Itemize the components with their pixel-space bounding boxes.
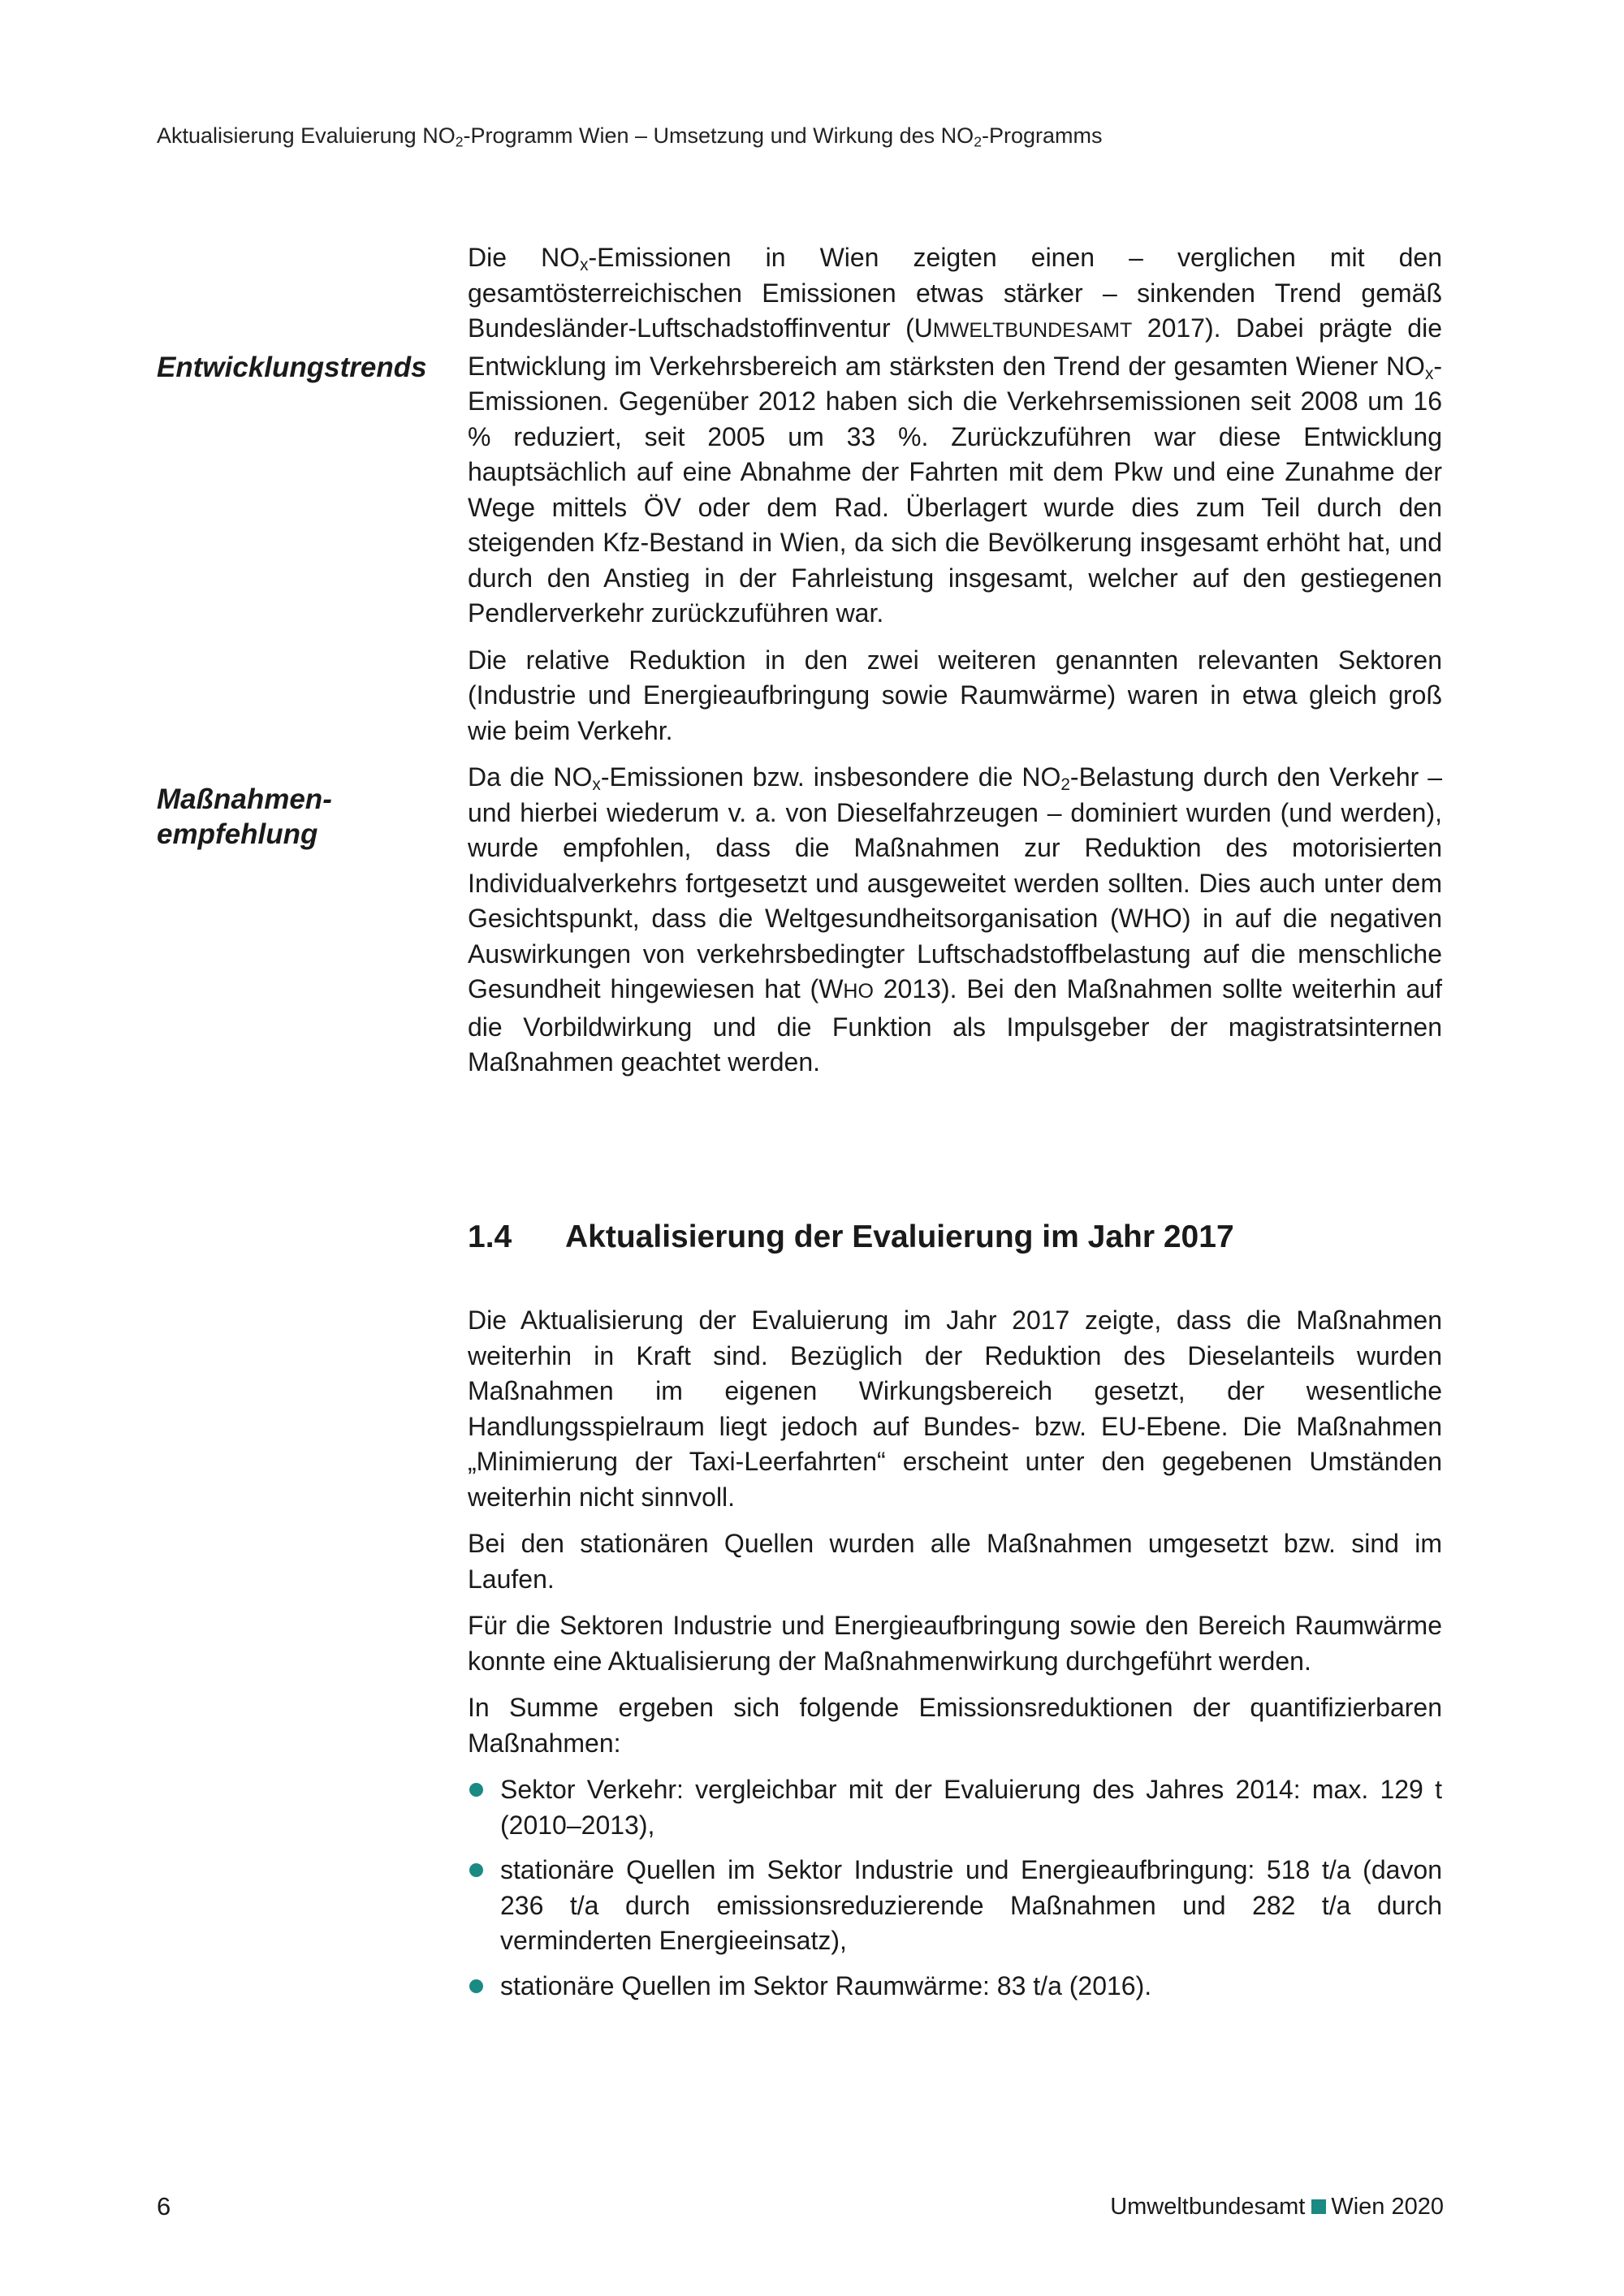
bullet-icon (469, 1863, 483, 1877)
body-upper (468, 240, 1442, 1092)
section-heading (468, 1219, 1234, 1255)
paragraph-trends: Die $NO_x$-Emissionen in Wien zeigten einen – verglichen mit den gesamtösterreichischen Emissionen etwas stärker – sinkenden Trend gemäß Bundesländer-Luftschadstoffinventur (UMWELTBUNDESAMT 2017). Dabei prägte die Entwicklung im Verkehrsbereich am stärksten den Trend der gesamten Wiener $NO_x$-Emissionen. Gegenüber 2012 haben sich die Verkehrsemissionen seit 2008 um 16 % reduziert, seit 2005 um 33 %. Zurückzuführen war diese Entwicklung hauptsächlich auf eine Abnahme der Fahrten mit dem Pkw und eine Zunahme der Wege mittels ÖV oder dem Rad. Überlagert wurde dies zum Teil durch den steigenden Kfz-Bestand in Wien, da sich die Bevölkerung insgesamt erhöht hat, und durch den Anstieg in der Fahrleistung insgesamt, welcher auf den gestiegenen Pendlerverkehr zurückzuführen war. (468, 243, 1443, 628)
list-item: Sektor Verkehr: vergleichbar mit der Evaluierung des Jahres 2014: max. 129 t (2010–2013), (468, 1772, 1442, 1843)
list-item: stationäre Quellen im Sektor Industrie und Energieaufbringung: 518 t/a (davon 236 t/a durch emissionsreduzierende Maßnahmen und 282 t/a durch verminderten Energieeinsatz), (468, 1853, 1442, 1959)
section-title: Aktualisierung der Evaluierung im Jahr 2017 (565, 1219, 1234, 1254)
margin-note-recommendation-line1: Maßnahmen- (157, 783, 332, 815)
paragraph-sectors: Die relative Reduktion in den zwei weiteren genannten relevanten Sektoren (Industrie und Energieaufbringung sowie Raumwärme) waren in etwa gleich groß wie beim Verkehr. (468, 645, 1442, 745)
reduction-list (468, 1772, 1442, 2004)
bullet-icon (469, 1783, 483, 1797)
paragraph-sum: In Summe ergeben sich folgende Emissionsreduktionen der quantifizierbaren Maßnahmen: (468, 1693, 1442, 1758)
footer-publisher: Umweltbundesamt Wien 2020 (1110, 2194, 1444, 2220)
paragraph-stationary: Bei den stationären Quellen wurden alle Maßnahmen umgesetzt bzw. sind im Laufen. (468, 1529, 1442, 1594)
square-icon (1311, 2199, 1326, 2214)
section-number: 1.4 (468, 1219, 512, 1254)
list-item: stationäre Quellen im Sektor Raumwärme: 83 t/a (2016). (468, 1969, 1442, 2005)
body-lower (468, 1303, 1442, 2013)
paragraph-update: Die Aktualisierung der Evaluierung im Jahr 2017 zeigte, dass die Maßnahmen weiterhin in Kraft sind. Bezüglich der Reduktion des Dieselanteils wurden Maßnahmen im eigenen Wirkungsbereich gesetzt, der wesentliche Handlungsspielraum liegt jedoch auf Bundes- bzw. EU-Ebene. Die Maßnahmen „Minimierung der Taxi-Leerfahrten“ erscheint unter den gegebenen Umständen weiterhin nicht sinnvoll. (468, 1306, 1442, 1512)
page-number: 6 (157, 2192, 171, 2220)
margin-note-trends: Entwicklungstrends (157, 352, 427, 383)
margin-note-recommendation (157, 782, 433, 852)
bullet-icon (469, 1979, 483, 1993)
margin-note-recommendation-line2: empfehlung (157, 818, 318, 850)
paragraph-industry: Für die Sektoren Industrie und Energieaufbringung sowie den Bereich Raumwärme konnte eine Aktualisierung der Maßnahmenwirkung durchgeführt werden. (468, 1611, 1442, 1676)
running-head: Aktualisierung Evaluierung $NO_2$-Programm Wien – Umsetzung und Wirkung des $NO_2$-Programms (157, 123, 1103, 150)
paragraph-recommendation: Da die $NO_x$-Emissionen bzw. insbesondere die $NO_2$-Belastung durch den Verkehr – und hierbei wiederum v. a. von Dieselfahrzeugen – dominiert wurden (und werden), wurde empfohlen, dass die Maßnahmen zur Reduktion des motorisierten Individualverkehrs fortgesetzt und ausgeweitet werden sollten. Dies auch unter dem Gesichtspunkt, dass die Weltgesundheitsorganisation (WHO) in auf die negativen Auswirkungen von verkehrsbedingter Luftschadstoffbelastung auf die menschliche Gesundheit hingewiesen hat (WHO 2013). Bei den Maßnahmen sollte weiterhin auf die Vorbildwirkung und die Funktion als Impulsgeber der magistratsinternen Maßnahmen geachtet werden. (468, 762, 1443, 1077)
